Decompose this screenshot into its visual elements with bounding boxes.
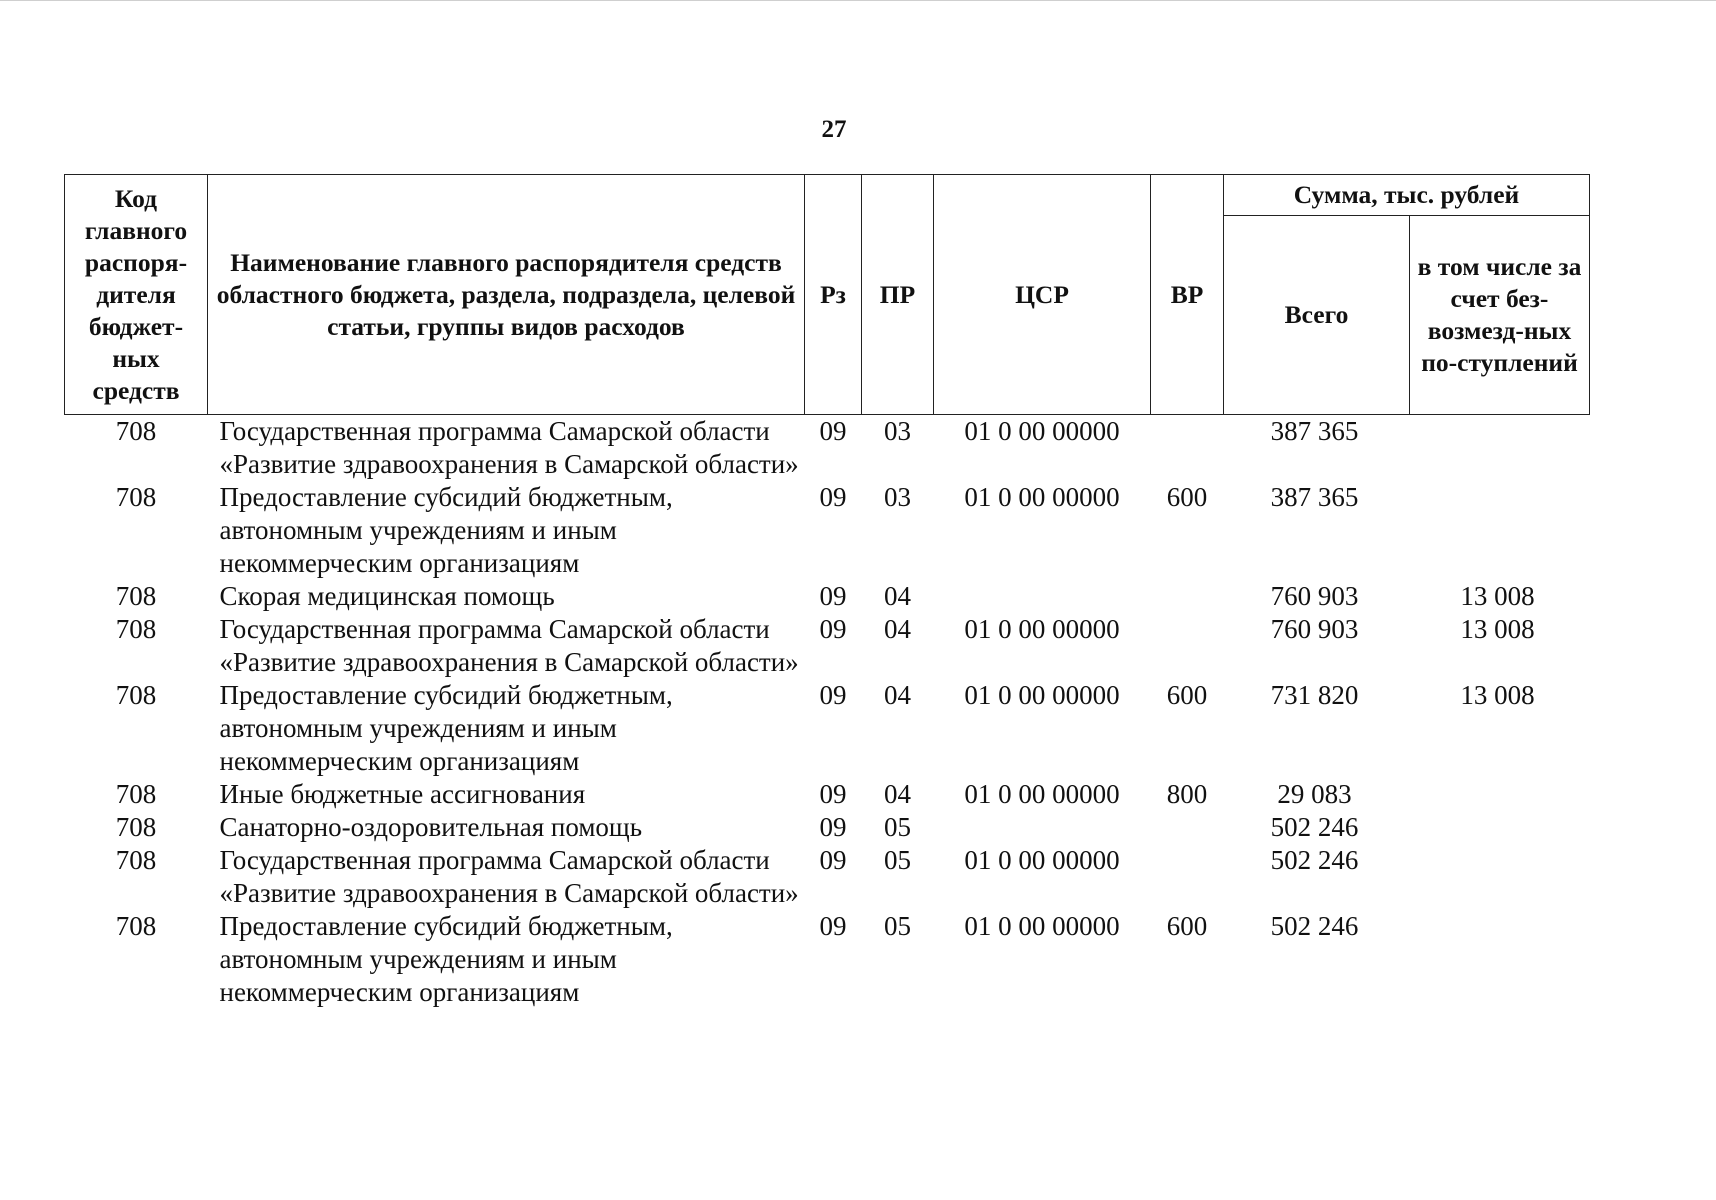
header-rz: Рз xyxy=(805,175,862,415)
cell-grant xyxy=(1410,811,1590,844)
cell-name: Государственная программа Самарской области «Развитие здравоохранения в Самарской области» xyxy=(219,614,799,677)
header-csr: ЦСР xyxy=(934,175,1151,415)
budget-table xyxy=(64,174,1590,1009)
cell-csr xyxy=(934,580,1151,613)
table-body xyxy=(65,415,1590,1010)
cell-csr: 01 0 00 00000 xyxy=(964,911,1120,941)
cell-vr xyxy=(1151,811,1224,844)
cell-vr xyxy=(1151,580,1224,613)
cell-pr: 05 xyxy=(884,845,911,875)
cell-pr: 04 xyxy=(884,581,911,611)
cell-name: Государственная программа Самарской области «Развитие здравоохранения в Самарской области» xyxy=(219,845,799,908)
table-row xyxy=(65,811,1590,844)
cell-rz: 09 xyxy=(819,614,847,644)
cell-pr: 03 xyxy=(884,482,911,512)
cell-csr: 01 0 00 00000 xyxy=(964,779,1120,809)
cell-name: Скорая медицинская помощь xyxy=(219,581,555,611)
cell-name: Государственная программа Самарской области «Развитие здравоохранения в Самарской области» xyxy=(219,416,799,479)
cell-vr: 800 xyxy=(1166,779,1208,809)
cell-csr xyxy=(934,811,1151,844)
cell-rz: 09 xyxy=(819,911,847,941)
cell-code: 708 xyxy=(115,812,157,842)
header-name: Наименование главного распорядителя средств областного бюджета, раздела, подраздела, целевой статьи, группы видов расходов xyxy=(208,175,805,415)
cell-total: 502 246 xyxy=(1270,812,1359,842)
cell-grant: 13 008 xyxy=(1460,614,1535,644)
page-number: 27 xyxy=(821,116,847,143)
cell-vr xyxy=(1151,844,1224,910)
cell-pr: 05 xyxy=(884,812,911,842)
cell-csr: 01 0 00 00000 xyxy=(964,416,1120,446)
cell-code: 708 xyxy=(115,845,157,875)
cell-code: 708 xyxy=(115,416,157,446)
cell-rz: 09 xyxy=(819,416,847,446)
cell-csr: 01 0 00 00000 xyxy=(964,614,1120,644)
header-code: Код главного распоря-дителя бюджет-ных средств xyxy=(65,175,208,415)
header-grant: в том числе за счет без-возмезд-ных по-ступлений xyxy=(1410,216,1590,415)
cell-total: 387 365 xyxy=(1270,482,1359,512)
cell-code: 708 xyxy=(115,482,157,512)
scan-edge-line xyxy=(0,0,1716,1)
cell-total: 29 083 xyxy=(1277,779,1352,809)
cell-grant xyxy=(1410,481,1590,580)
cell-name: Предоставление субсидий бюджетным, автономным учреждениям и иным некоммерческим организациям xyxy=(219,482,673,578)
cell-vr: 600 xyxy=(1166,482,1208,512)
cell-csr: 01 0 00 00000 xyxy=(964,845,1120,875)
cell-pr: 03 xyxy=(884,416,911,446)
cell-grant: 13 008 xyxy=(1460,581,1535,611)
cell-rz: 09 xyxy=(819,482,847,512)
cell-total: 760 903 xyxy=(1270,614,1359,644)
header-sum-group: Сумма, тыс. рублей xyxy=(1224,175,1590,216)
table-row xyxy=(65,580,1590,613)
cell-rz: 09 xyxy=(819,845,847,875)
cell-grant xyxy=(1410,844,1590,910)
table-row xyxy=(65,613,1590,679)
cell-rz: 09 xyxy=(819,812,847,842)
cell-total: 387 365 xyxy=(1270,416,1359,446)
cell-total: 760 903 xyxy=(1270,581,1359,611)
cell-csr: 01 0 00 00000 xyxy=(964,482,1120,512)
table-row xyxy=(65,679,1590,778)
cell-pr: 04 xyxy=(884,779,911,809)
table-row xyxy=(65,844,1590,910)
cell-total: 731 820 xyxy=(1270,680,1359,710)
cell-grant: 13 008 xyxy=(1460,680,1535,710)
cell-vr: 600 xyxy=(1166,911,1208,941)
table-row xyxy=(65,778,1590,811)
table-row xyxy=(65,415,1590,482)
header-total: Всего xyxy=(1224,216,1410,415)
cell-grant xyxy=(1410,910,1590,1009)
cell-grant xyxy=(1410,415,1590,482)
cell-rz: 09 xyxy=(819,779,847,809)
cell-total: 502 246 xyxy=(1270,911,1359,941)
cell-code: 708 xyxy=(115,614,157,644)
cell-code: 708 xyxy=(115,779,157,809)
cell-code: 708 xyxy=(115,581,157,611)
cell-name: Предоставление субсидий бюджетным, автономным учреждениям и иным некоммерческим организациям xyxy=(219,911,673,1007)
cell-pr: 05 xyxy=(884,911,911,941)
table-header xyxy=(65,175,1590,415)
table-row xyxy=(65,481,1590,580)
cell-csr: 01 0 00 00000 xyxy=(964,680,1120,710)
cell-code: 708 xyxy=(115,680,157,710)
cell-pr: 04 xyxy=(884,680,911,710)
cell-name: Предоставление субсидий бюджетным, автономным учреждениям и иным некоммерческим организациям xyxy=(219,680,673,776)
cell-name: Иные бюджетные ассигнования xyxy=(219,779,586,809)
cell-vr xyxy=(1151,415,1224,482)
cell-vr: 600 xyxy=(1166,680,1208,710)
cell-name: Санаторно-оздоровительная помощь xyxy=(219,812,643,842)
table-row xyxy=(65,910,1590,1009)
header-vr: ВР xyxy=(1151,175,1224,415)
cell-rz: 09 xyxy=(819,680,847,710)
cell-vr xyxy=(1151,613,1224,679)
cell-code: 708 xyxy=(115,911,157,941)
header-pr: ПР xyxy=(862,175,934,415)
cell-grant xyxy=(1410,778,1590,811)
cell-rz: 09 xyxy=(819,581,847,611)
cell-total: 502 246 xyxy=(1270,845,1359,875)
cell-pr: 04 xyxy=(884,614,911,644)
